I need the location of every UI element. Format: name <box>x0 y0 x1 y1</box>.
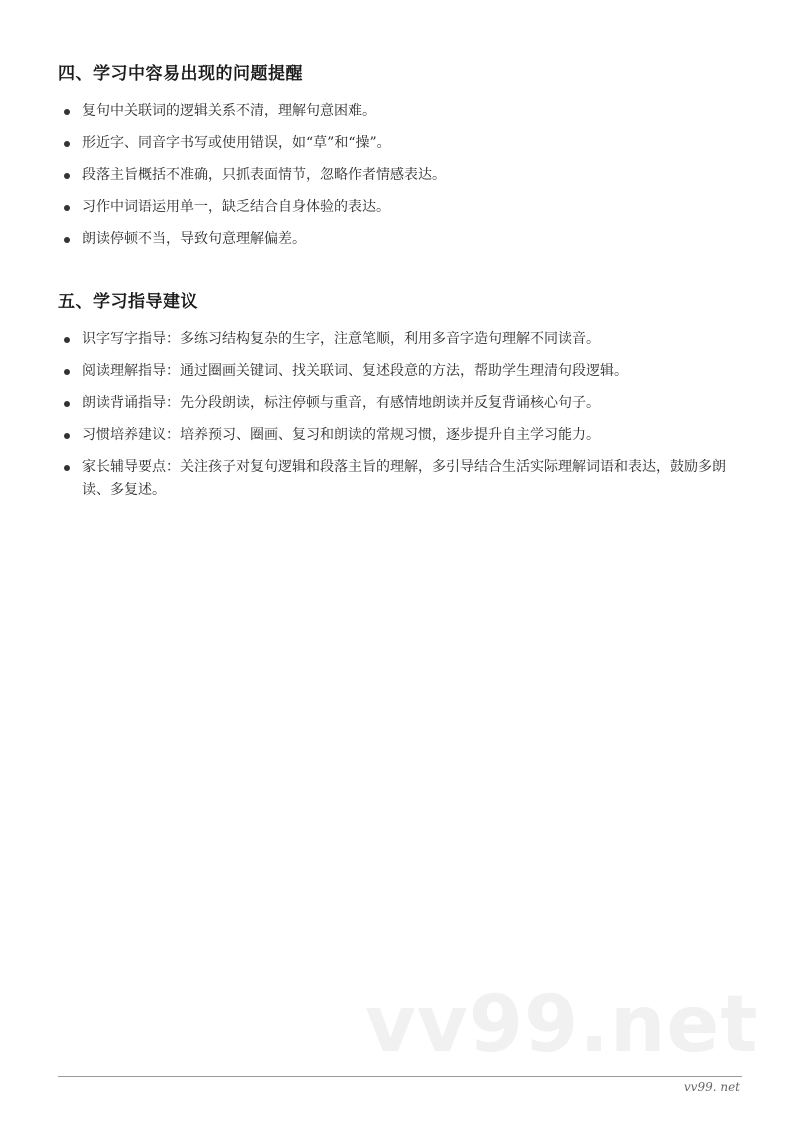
list-item-text: 家长辅导要点：关注孩子对复句逻辑和段落主旨的理解，多引导结合生活实际理解词语和表达，鼓励多朗读、多复述。 <box>82 459 726 498</box>
list-item-text: 复句中关联词的逻辑关系不清，理解句意困难。 <box>82 103 376 119</box>
bullet-list <box>58 100 748 251</box>
list-item <box>58 360 748 383</box>
list-item-text: 形近字、同音字书写或使用错误，如“草”和“操”。 <box>82 135 391 151</box>
bullet-icon <box>64 109 70 115</box>
list-item-text: 阅读理解指导：通过圈画关键词、找关联词、复述段意的方法，帮助学生理清句段逻辑。 <box>82 363 628 379</box>
bullet-icon <box>64 465 70 471</box>
list-item <box>58 132 748 155</box>
section-title: 四、学习中容易出现的问题提醒 <box>58 64 303 84</box>
list-item-text: 识字写字指导：多练习结构复杂的生字，注意笔顺，利用多音字造句理解不同读音。 <box>82 331 600 347</box>
list-item <box>58 392 748 415</box>
section-common-problems <box>58 62 748 260</box>
list-item <box>58 328 748 351</box>
list-item <box>58 424 748 447</box>
list-item-text: 朗读停顿不当，导致句意理解偏差。 <box>82 231 306 247</box>
section-study-guidance <box>58 290 748 511</box>
list-item-text: 习惯培养建议：培养预习、圈画、复习和朗读的常规习惯，逐步提升自主学习能力。 <box>82 427 600 443</box>
list-item <box>58 456 748 502</box>
bullet-icon <box>64 433 70 439</box>
bullet-icon <box>64 337 70 343</box>
footer-site: vv99. net <box>683 1080 740 1094</box>
bullet-icon <box>64 141 70 147</box>
bullet-icon <box>64 205 70 211</box>
list-item-text: 段落主旨概括不准确，只抓表面情节，忽略作者情感表达。 <box>82 167 446 183</box>
list-item <box>58 196 748 219</box>
bullet-icon <box>64 173 70 179</box>
list-item <box>58 100 748 123</box>
section-title: 五、学习指导建议 <box>58 292 198 312</box>
footer-divider <box>58 1076 742 1077</box>
list-item-text: 朗读背诵指导：先分段朗读，标注停顿与重音，有感情地朗读并反复背诵核心句子。 <box>82 395 600 411</box>
list-item-text: 习作中词语运用单一，缺乏结合自身体验的表达。 <box>82 199 390 215</box>
watermark: vv99.net <box>365 980 759 1070</box>
bullet-icon <box>64 401 70 407</box>
bullet-icon <box>64 237 70 243</box>
list-item <box>58 228 748 251</box>
bullet-icon <box>64 369 70 375</box>
list-item <box>58 164 748 187</box>
bullet-list <box>58 328 748 502</box>
